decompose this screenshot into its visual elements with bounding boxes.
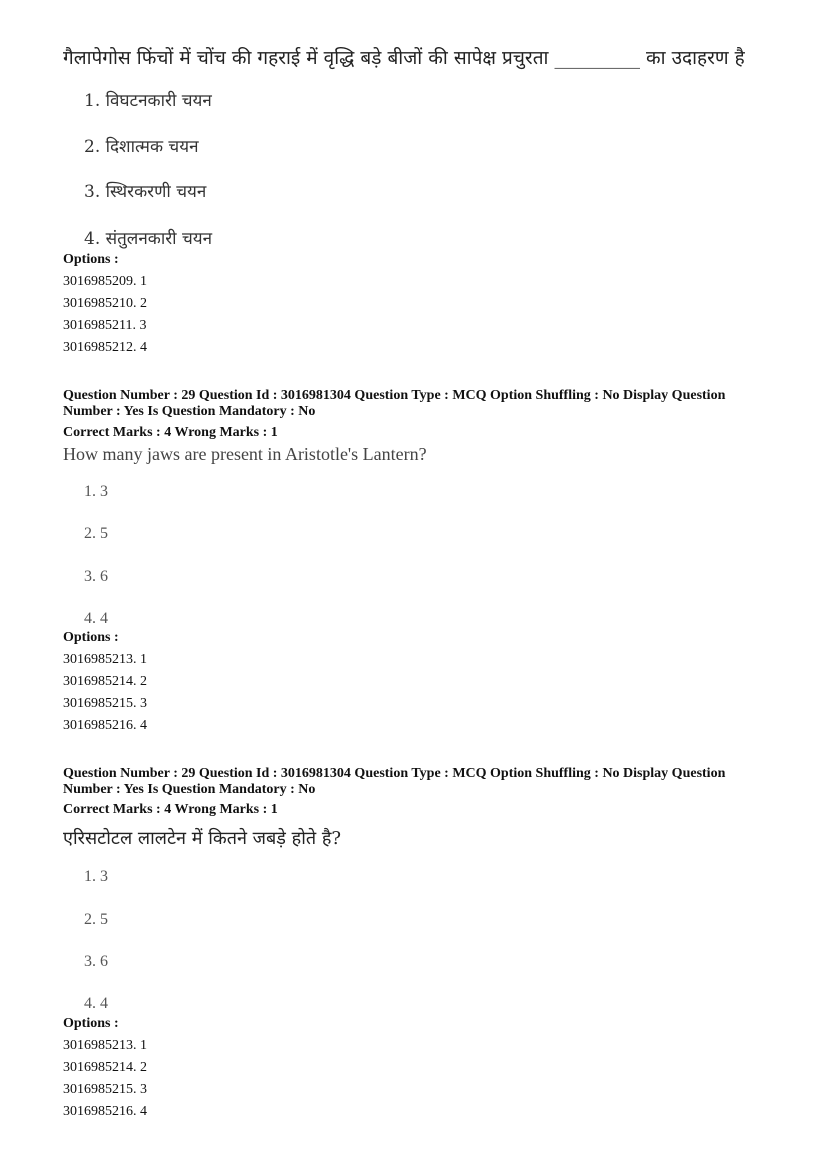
choice-1: 1. 3 <box>84 483 108 500</box>
choice-2: 2. 5 <box>84 525 108 542</box>
question-text-english: How many jaws are present in Aristotle's Lantern? <box>63 444 427 464</box>
question-meta-line: Number : Yes Is Question Mandatory : No <box>63 782 316 797</box>
choice-3: 3. 6 <box>84 568 108 585</box>
question-text-hindi-1: गैलापेगोस फिंचों में चोंच की गहराई में वृद्धि बड़े बीजों की सापेक्ष प्रचुरता _________ का उदाहरण है <box>63 47 745 69</box>
choice-3: 3. 6 <box>84 953 108 970</box>
option-id: 3016985215. 3 <box>63 1082 147 1097</box>
option-id: 3016985214. 2 <box>63 674 147 689</box>
choice-4: 4. 4 <box>84 610 108 627</box>
choice-1: 1. 3 <box>84 868 108 885</box>
option-id: 3016985216. 4 <box>63 1104 147 1119</box>
question-meta-line: Number : Yes Is Question Mandatory : No <box>63 404 316 419</box>
marks-info: Correct Marks : 4 Wrong Marks : 1 <box>63 425 278 440</box>
option-id: 3016985209. 1 <box>63 274 147 289</box>
option-id: 3016985216. 4 <box>63 718 147 733</box>
question-meta <box>63 766 763 798</box>
option-id: 3016985212. 4 <box>63 340 147 355</box>
option-id: 3016985213. 1 <box>63 1038 147 1053</box>
option-id: 3016985211. 3 <box>63 318 147 333</box>
question-meta-line: Question Number : 29 Question Id : 3016981304 Question Type : MCQ Option Shuffling : No Display Question <box>63 766 726 781</box>
question-meta-line: Question Number : 29 Question Id : 3016981304 Question Type : MCQ Option Shuffling : No Display Question <box>63 388 726 403</box>
choice-3: 3. स्थिरकरणी चयन <box>84 182 207 202</box>
choice-4: 4. संतुलनकारी चयन <box>84 229 213 249</box>
option-id: 3016985210. 2 <box>63 296 147 311</box>
options-label: Options : <box>63 252 119 267</box>
choice-2: 2. 5 <box>84 911 108 928</box>
options-label: Options : <box>63 1016 119 1031</box>
options-label: Options : <box>63 630 119 645</box>
question-text-hindi-2: एरिसटोटल लालटेन में कितने जबड़े होते है? <box>63 828 342 849</box>
question-meta <box>63 388 763 420</box>
choice-1: 1. विघटनकारी चयन <box>84 91 212 111</box>
marks-info: Correct Marks : 4 Wrong Marks : 1 <box>63 802 278 817</box>
choice-2: 2. दिशात्मक चयन <box>84 137 199 157</box>
option-id: 3016985213. 1 <box>63 652 147 667</box>
option-id: 3016985214. 2 <box>63 1060 147 1075</box>
choice-4: 4. 4 <box>84 995 108 1012</box>
option-id: 3016985215. 3 <box>63 696 147 711</box>
